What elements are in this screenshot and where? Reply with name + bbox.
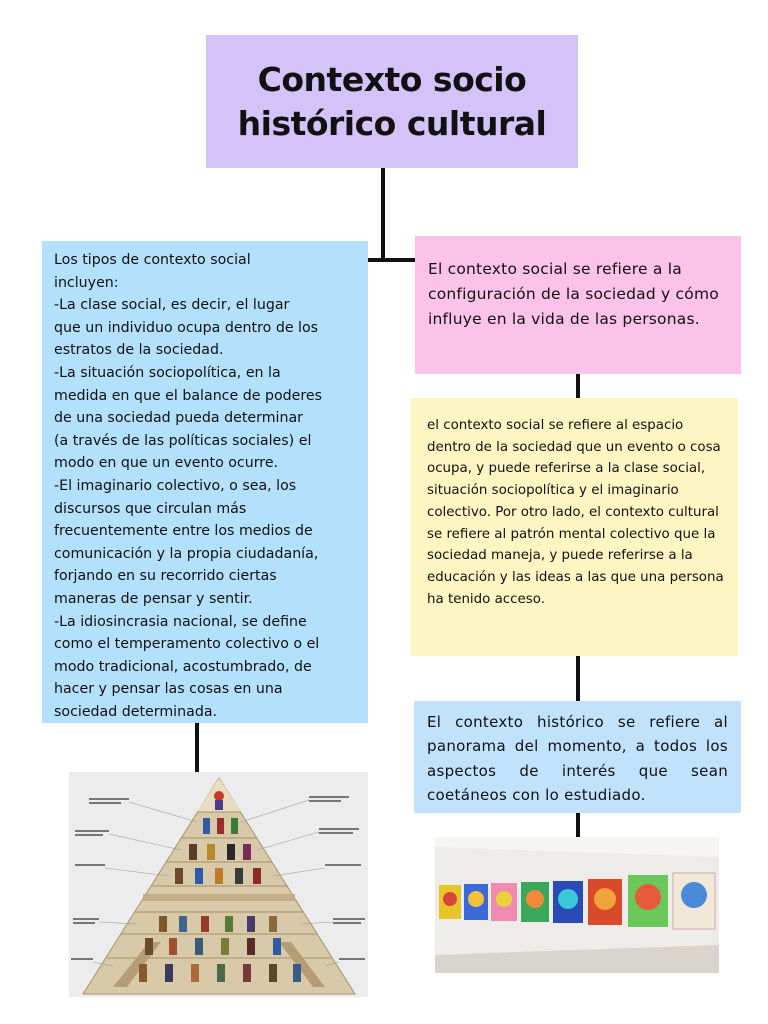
tipos-contexto-text: Los tipos de contexto social incluyen: -La clase social, es decir, el lugar que un individuo ocupa dentro de los estratos de la sociedad. -La situación sociopolítica, en la medida en que el balance de poderes de una sociedad pueda determinar (a través de las políticas sociales) el modo en que un evento ocurre. -El imaginario colectivo, o sea, los discursos que circulan más frecuentemente entre los medios de comunicación y la propia ciudadanía, forjando en su recorrido ciertas maneras de pensar y sentir. -La idiosincrasia nacional, se define como el temperamento colectivo o el modo tradicional, acostumbrado, de hacer y pensar las cosas en una sociedad determinada.	[54, 252, 323, 720]
page-title: Contexto socio histórico cultural	[237, 59, 547, 143]
social-pyramid-image	[69, 772, 368, 997]
contexto-social-text: El contexto social se refiere a la configuración de la sociedad y cómo influye en la vida de las personas.	[428, 260, 719, 328]
connector-title-down	[381, 168, 385, 260]
contexto-historico-box	[414, 701, 741, 813]
tipos-contexto-box	[42, 241, 368, 723]
contexto-social-box	[415, 236, 741, 374]
connector-extra-historico	[576, 656, 580, 701]
connector-social-extra	[576, 374, 580, 398]
pop-art-gallery-image	[435, 837, 719, 973]
connector-horizontal	[368, 258, 415, 262]
contexto-historico-text: El contexto histórico se refiere al panorama del momento, a todos los aspectos de interés que sean coetáneos con lo estudiado.	[427, 713, 728, 804]
title-box	[206, 35, 578, 168]
connector-tipos-pyramid	[195, 723, 199, 772]
contexto-social-cultural-text: el contexto social se refiere al espacio dentro de la sociedad que un evento o cosa ocupa, y puede referirse a la clase social, situación sociopolítica y el imaginario colectivo. Por otro lado, el contexto cultural se refiere al patrón mental colectivo que la sociedad maneja, y puede referirse a la educación y las ideas a las que una persona ha tenido acceso.	[427, 418, 724, 607]
connector-historico-gallery	[576, 813, 580, 837]
contexto-social-cultural-box	[411, 398, 738, 656]
